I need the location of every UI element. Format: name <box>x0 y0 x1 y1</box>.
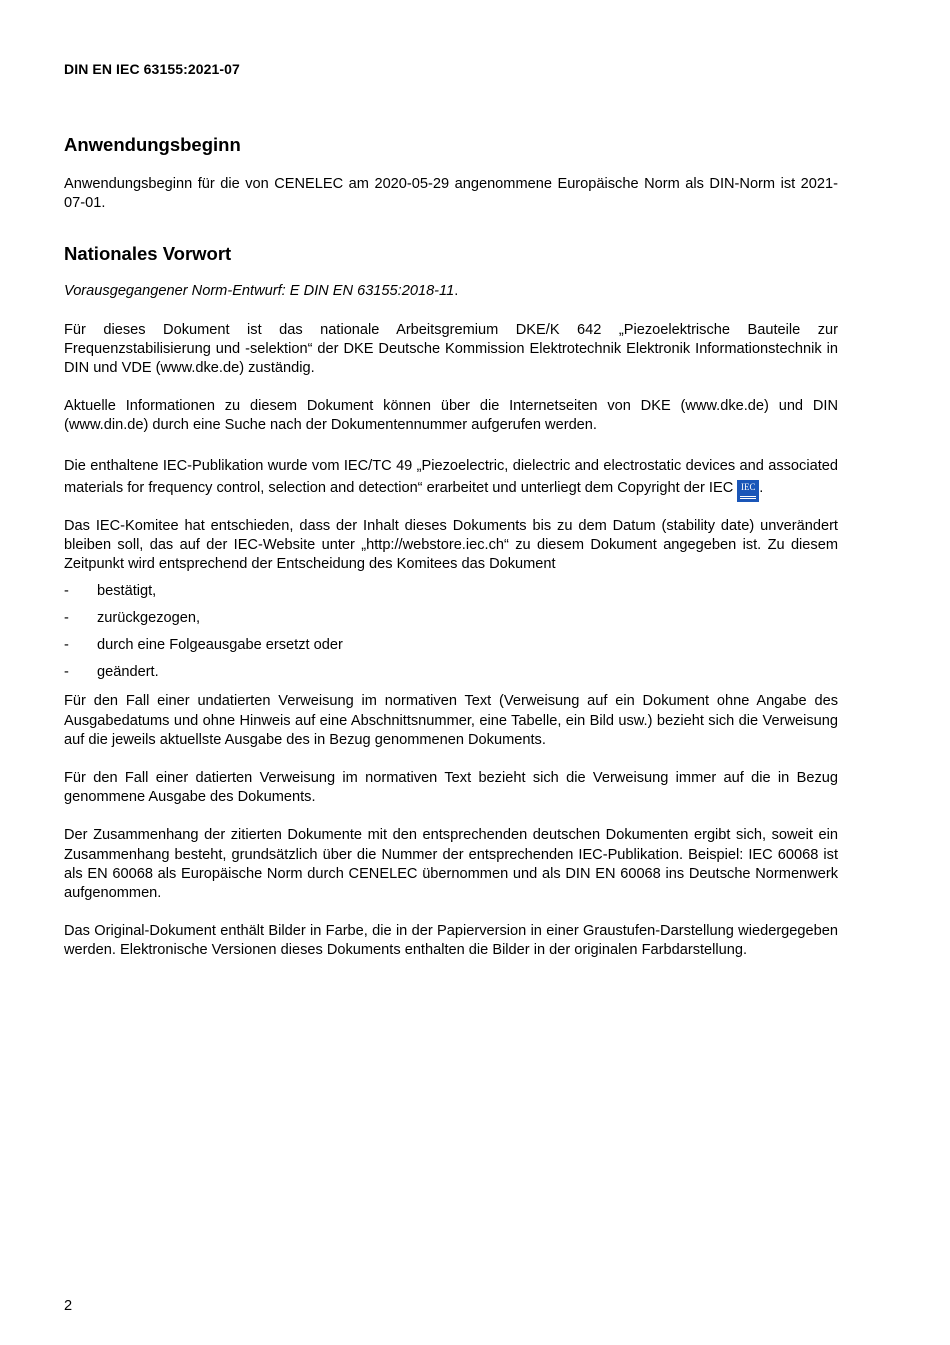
list-dash-marker: - <box>64 610 69 627</box>
committee-paragraph: Für dieses Dokument ist das nationale Arbeitsgremium DKE/K 642 „Piezoelektrische Bauteile zur Frequenzstabilisierung und -selektion“ der DKE Deutsche Kommission Elektrotechnik Elektronik Informationstechnik in DIN und VDE (www.dke.de) zuständig. <box>64 321 838 377</box>
information-paragraph: Aktuelle Informationen zu diesem Dokument können über die Internetseiten von DKE (www.dke.de) und DIN (www.din.de) durch eine Suche nach der Dokumentennummer aufgerufen werden. <box>64 398 838 434</box>
previous-draft-period: . <box>454 283 459 300</box>
document-body <box>64 133 838 961</box>
stability-date-paragraph: Das IEC-Komitee hat entschieden, dass der Inhalt dieses Dokuments bis zu dem Datum (stability date) unverändert bleiben soll, das auf der IEC-Website unter „http://webstore.iec.ch“ zu diesem Dokument angegeben ist. Zu diesem Zeitpunkt wird entsprechend der Entscheidung des Komitees das Dokument <box>64 517 838 573</box>
list-item-text: bestätigt, <box>97 583 157 600</box>
section-title-nationales-vorwort: Nationales Vorwort <box>64 243 232 265</box>
list-item <box>64 636 838 655</box>
anwendungsbeginn-paragraph: Anwendungsbeginn für die von CENELEC am 2020-05-29 angenommene Europäische Norm als DIN-Norm ist 2021-07-01. <box>64 176 838 212</box>
iec-publication-paragraph <box>64 455 838 502</box>
list-item <box>64 663 838 682</box>
previous-draft-note <box>64 282 838 301</box>
section-title-anwendungsbeginn: Anwendungsbeginn <box>64 134 241 155</box>
decision-list <box>64 582 838 682</box>
list-dash-marker: - <box>64 664 69 681</box>
document-id-header: DIN EN IEC 63155:2021-07 <box>64 61 240 77</box>
undated-reference-paragraph: Für den Fall einer undatierten Verweisung im normativen Text (Verweisung auf ein Dokument ohne Angabe des Ausgabedatums und ohne Hinweis auf eine Abschnittsnummer, eine Tabelle, ein Bild usw.) bezieht sich die Verweisung auf die jeweils aktuellste Ausgabe des in Bezug genommenen Dokuments. <box>64 693 838 748</box>
iec-logo-icon: IEC <box>737 480 759 502</box>
iec-publication-period: . <box>759 479 764 496</box>
list-item-text: zurückgezogen, <box>97 610 201 627</box>
page-number: 2 <box>64 1298 73 1314</box>
iec-publication-text: Die enthaltene IEC-Publikation wurde vom IEC/TC 49 „Piezoelectric, dielectric and electrostatic devices and associated materials for frequency control, selection and detection“ erarbeitet und unterliegt dem Copyright der IEC <box>64 457 838 496</box>
list-item-text: durch eine Folgeausgabe ersetzt oder <box>97 637 343 654</box>
color-figures-paragraph: Das Original-Dokument enthält Bilder in Farbe, die in der Papierversion in einer Graustufen-Darstellung wiedergegeben werden. Elektronische Versionen dieses Dokuments enthalten die Bilder in der originalen Farbdarstellung. <box>64 923 838 959</box>
list-dash-marker: - <box>64 637 69 654</box>
document-relation-paragraph: Der Zusammenhang der zitierten Dokumente mit den entsprechenden deutschen Dokumenten ergibt sich, soweit ein Zusammenhang besteht, grundsätzlich über die Nummer der entsprechenden IEC-Publikation. Beispiel: IEC 60068 ist als EN 60068 als Europäische Norm durch CENELEC übernommen und als DIN EN 60068 ins Deutsche Normenwerk aufgenommen. <box>64 827 838 902</box>
previous-draft-text: Vorausgegangener Norm-Entwurf: E DIN EN 63155:2018-11 <box>64 283 455 300</box>
dated-reference-paragraph: Für den Fall einer datierten Verweisung im normativen Text bezieht sich die Verweisung immer auf die in Bezug genommene Ausgabe des Dokuments. <box>64 770 838 806</box>
list-item-text: geändert. <box>97 664 159 681</box>
list-item <box>64 582 838 601</box>
list-item <box>64 609 838 628</box>
list-dash-marker: - <box>64 583 69 600</box>
